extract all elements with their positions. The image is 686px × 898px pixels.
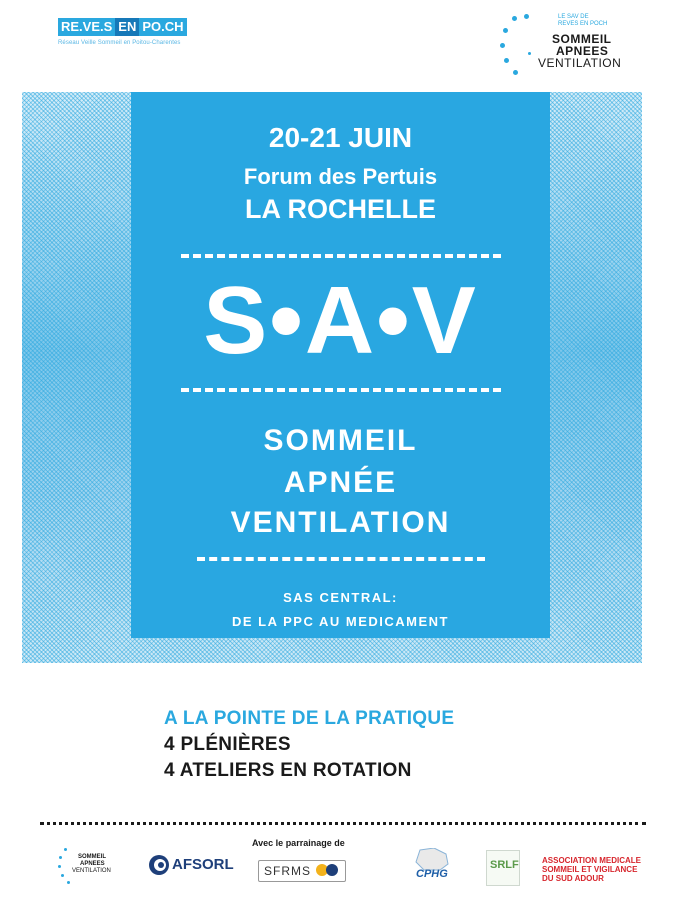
subtitle-ventilation: VENTILATION xyxy=(230,506,451,539)
afsorl-logo xyxy=(148,852,234,882)
cphg-text: CPHG xyxy=(416,868,448,880)
sav-logo-dot xyxy=(500,43,505,48)
theme-line2: DE LA PPC AU MEDICAMENT xyxy=(232,614,449,629)
theme-line1: SAS CENTRAL: xyxy=(283,590,398,605)
sav-logo-dot xyxy=(512,16,517,21)
sav-logo-small-text xyxy=(558,14,607,28)
event-venue: Forum des Pertuis xyxy=(243,164,438,189)
sav-logo-dot xyxy=(524,14,529,19)
sav-logo-line2: APNEES xyxy=(556,44,609,58)
dotted-divider xyxy=(40,822,646,825)
subtitle-sommeil: SOMMEIL xyxy=(263,424,418,457)
afsorl-text: AFSORL xyxy=(172,856,234,873)
sfrms-logo xyxy=(254,856,350,884)
association-line3: DU SUD ADOUR xyxy=(542,874,604,883)
divider-middle xyxy=(181,388,501,392)
divider-bottom xyxy=(197,557,485,561)
subtitle-apnee: APNÉE xyxy=(283,466,398,499)
event-acronym: S•A•V xyxy=(203,267,478,374)
sponsor-sav-dot xyxy=(64,848,67,851)
highlights xyxy=(164,706,584,784)
divider-top xyxy=(181,254,501,258)
sav-logo-dot xyxy=(513,70,518,75)
reves-logo-part1: RE.VE.S xyxy=(58,18,115,36)
sponsor-label: Avec le parrainage de xyxy=(252,838,345,848)
afsorl-emblem-icon xyxy=(148,854,170,876)
reves-logo-part2: EN xyxy=(115,18,139,36)
hero-panel xyxy=(131,92,550,638)
sfrms-moon-icon xyxy=(326,864,338,876)
sponsor-sav-dot xyxy=(67,881,70,884)
sponsor-sav-line2: APNEES xyxy=(80,861,105,867)
reves-en-poch-logo xyxy=(58,18,204,58)
sponsor-sav-dot xyxy=(61,874,64,877)
sav-logo-dot xyxy=(504,58,509,63)
sponsor-sav-dot xyxy=(58,865,61,868)
association-line1: ASSOCIATION MEDICALE xyxy=(542,856,641,865)
srlf-logo xyxy=(486,850,520,886)
sav-logo-line1: SOMMEIL xyxy=(552,32,612,46)
sponsor-sav-line1: SOMMEIL xyxy=(78,854,106,860)
reves-logo-subtitle: Réseau Veille Sommeil en Poitou-Charentes xyxy=(58,40,181,46)
highlight-line2: 4 PLÉNIÈRES xyxy=(164,734,291,755)
srlf-text: SRLF xyxy=(490,859,519,871)
sponsor-sav-logo xyxy=(56,846,126,886)
sav-logo-small-line1: LE SAV DE xyxy=(558,14,589,20)
sav-logo xyxy=(498,10,648,80)
sav-logo-small-line2: REVES EN POCH xyxy=(558,21,608,27)
reves-logo-part3: PO.CH xyxy=(139,18,186,36)
cphg-logo xyxy=(412,848,452,884)
sav-logo-dot xyxy=(528,52,531,55)
event-date: 20-21 JUIN xyxy=(268,122,413,153)
highlight-line3: 4 ATELIERS EN ROTATION xyxy=(164,760,412,781)
event-city: LA ROCHELLE xyxy=(245,194,436,224)
association-sud-adour-logo xyxy=(542,856,662,890)
sav-logo-line3: VENTILATION xyxy=(538,56,622,70)
highlight-line1: A LA POINTE DE LA PRATIQUE xyxy=(164,708,455,729)
association-line2: SOMMEIL ET VIGILANCE xyxy=(542,865,638,874)
sponsor-sav-line3: VENTILATION xyxy=(72,868,111,874)
sfrms-text: SFRMS xyxy=(264,864,311,878)
sponsor-sav-dot xyxy=(59,856,62,859)
sav-logo-dot xyxy=(503,28,508,33)
